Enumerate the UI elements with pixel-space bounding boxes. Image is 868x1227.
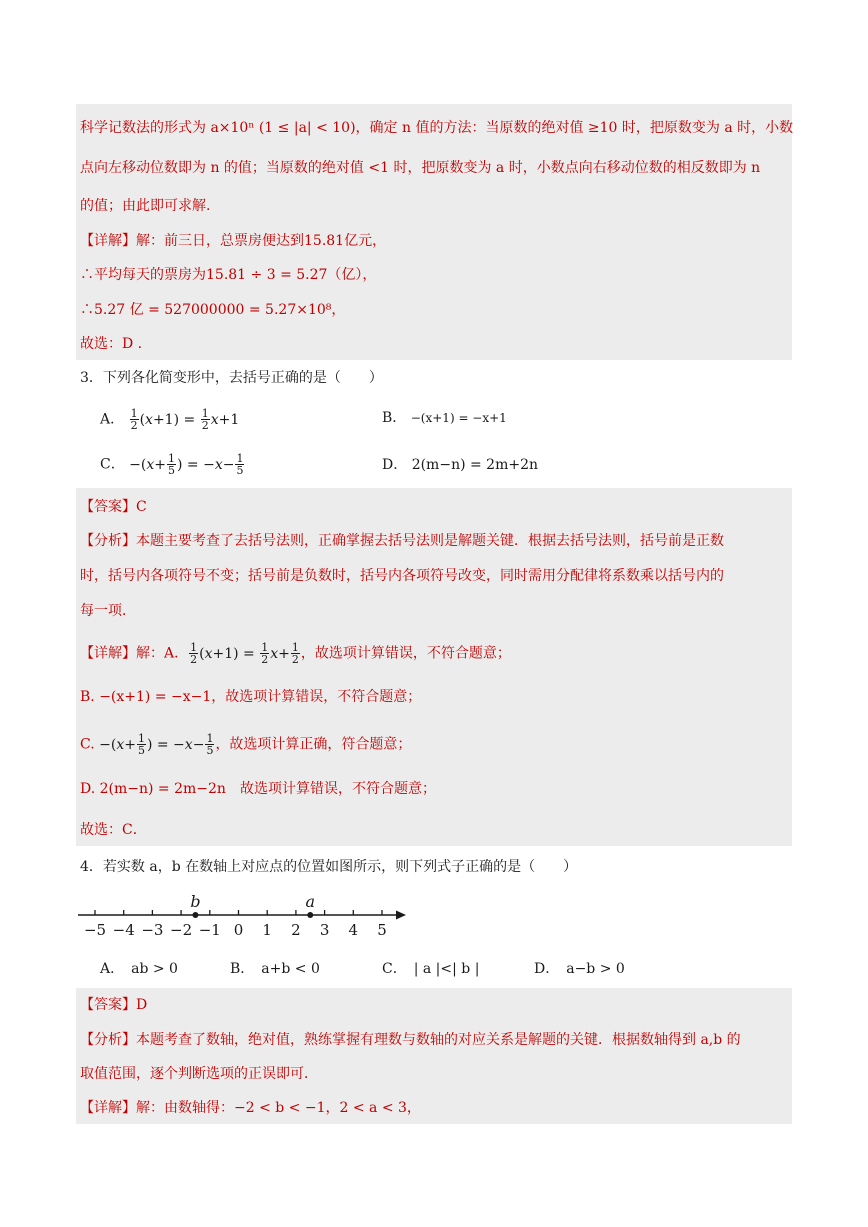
detail-line [80, 1098, 421, 1118]
analysis-line-1: 科学记数法的形式为 a×10ⁿ (1 ≤ |a| < 10)，确定 n 值的方法：当原数的绝对值 ≥10 时，把原数变为 a 时，小数 [80, 120, 794, 136]
detail-line-b: B. −(x+1) = −x−1，故选项计算错误，不符合题意； [80, 689, 422, 705]
detail-line-2: ∴平均每天的票房为15.81 ÷ 3 = 5.27（亿）， [80, 267, 377, 283]
option-expr: −(x+ $\frac{1}{5}$ ) = −x− $\frac{1}{5}$ [129, 452, 244, 477]
q3-option-a [100, 408, 239, 431]
q4-option-a: A． ab > 0 [100, 961, 178, 977]
detail-c-prefix: C. [80, 736, 100, 753]
analysis-tag: 【分析】 [80, 1032, 136, 1048]
conclusion-line: 故选：D . [80, 336, 143, 352]
option-label: D． [382, 457, 408, 473]
answer-value: D [136, 997, 148, 1013]
detail-text: 解：由数轴得：−2 < b < −1，2 < a < 3， [136, 1100, 421, 1116]
q3-option-b [382, 408, 507, 428]
answer-line [80, 995, 147, 1015]
tick-label: −2 [170, 921, 193, 939]
detail-text: 解：前三日，总票房便达到15.81亿元， [136, 233, 387, 249]
analysis-tag: 【分析】 [80, 533, 136, 549]
tick-label: −4 [112, 921, 135, 939]
tick-label: 4 [348, 921, 359, 939]
tick-label: −3 [141, 921, 164, 939]
analysis-text: 本题考查了数轴，绝对值，熟练掌握有理数与数轴的对应关系是解题的关键．根据数轴得到 a,b 的 [136, 1032, 741, 1048]
point-b [192, 912, 198, 918]
detail-line-d: D. 2(m−n) = 2m−2n 故选项计算错误，不符合题意； [80, 781, 436, 797]
q4-option-d: D． a−b > 0 [534, 961, 625, 977]
number-line [76, 890, 416, 942]
point-label-a: a [305, 892, 316, 911]
analysis-line-2: 取值范围，逐个判断选项的正误即可． [80, 1066, 318, 1082]
detail-tag: 【详解】 [80, 645, 136, 662]
analysis-text: 本题主要考查了去括号法则，正确掌握去括号法则是解题关键．根据去括号法则，括号前是正数 [136, 533, 724, 549]
option-expr: 2(m−n) = 2m+2n [411, 457, 539, 473]
detail-line-a [80, 642, 511, 665]
option-label: A． [100, 411, 125, 428]
point-label-b: b [190, 892, 201, 911]
tick-label: 0 [233, 921, 244, 939]
answer-tag: 【答案】 [80, 499, 136, 515]
detail-line-c [80, 733, 411, 756]
detail-line [80, 231, 386, 251]
answer-value: C [136, 499, 147, 515]
analysis-line-3: 的值；由此即可求解. [80, 198, 211, 214]
conclusion-line: 故选：C． [80, 822, 147, 838]
q3-option-d [382, 455, 538, 475]
analysis-line-2: 点向左移动位数即为 n 的值；当原数的绝对值 <1 时，把原数变为 a 时，小数点向右移动位数的相反数即为 n [80, 160, 761, 176]
answer-tag: 【答案】 [80, 997, 136, 1013]
detail-c-expr: −(x+ $\frac{1}{5}$ ) = −x− $\frac{1}{5}$ [99, 732, 214, 757]
tick-label: −5 [83, 921, 107, 939]
q3-option-c [100, 453, 245, 476]
tick-label: −1 [198, 921, 221, 939]
tick-label: 5 [377, 921, 387, 939]
tick-label: 1 [262, 921, 272, 939]
tick-label: 2 [291, 921, 301, 939]
detail-tag: 【详解】 [80, 1100, 136, 1116]
detail-a-prefix: 解：A． [136, 645, 189, 662]
tick-label: 3 [319, 921, 330, 939]
question-4-stem: 4．若实数 a，b 在数轴上对应点的位置如图所示，则下列式子正确的是（ ） [80, 859, 578, 875]
analysis-line-2: 时，括号内各项符号不变；括号前是负数时，括号内各项符号改变，同时需用分配律将系数乘以括号内的 [80, 568, 724, 584]
answer-line [80, 497, 147, 517]
option-label: C． [100, 456, 125, 473]
option-expr: −(x+1) = −x+1 [410, 411, 507, 425]
detail-tag: 【详解】 [80, 233, 136, 249]
option-label: B． [382, 410, 407, 426]
q4-option-c: C． | a |<| b | [382, 961, 480, 977]
analysis-line-3: 每一项． [80, 603, 136, 619]
analysis-line-1 [80, 1030, 741, 1050]
detail-a-expr: $\frac{1}{2}$ (x+1) = $\frac{1}{2}$ x+ $\frac{1}{2}$ [190, 641, 299, 666]
detail-a-suffix: ，故选项计算错误，不符合题意； [300, 645, 511, 662]
q4-option-b: B． a+b < 0 [230, 961, 320, 977]
arrow-icon [396, 911, 406, 920]
detail-line-3: ∴5.27 亿 = 527000000 = 5.27×10⁸， [80, 302, 346, 318]
analysis-line-1 [80, 531, 724, 551]
option-expr: $\frac{1}{2}$ (x+1) = $\frac{1}{2}$ x+1 [130, 407, 240, 432]
question-3-stem: 3．下列各化简变形中，去括号正确的是（ ） [80, 370, 383, 386]
point-a [307, 912, 313, 918]
detail-c-suffix: ，故选项计算正确，符合题意； [215, 736, 412, 753]
